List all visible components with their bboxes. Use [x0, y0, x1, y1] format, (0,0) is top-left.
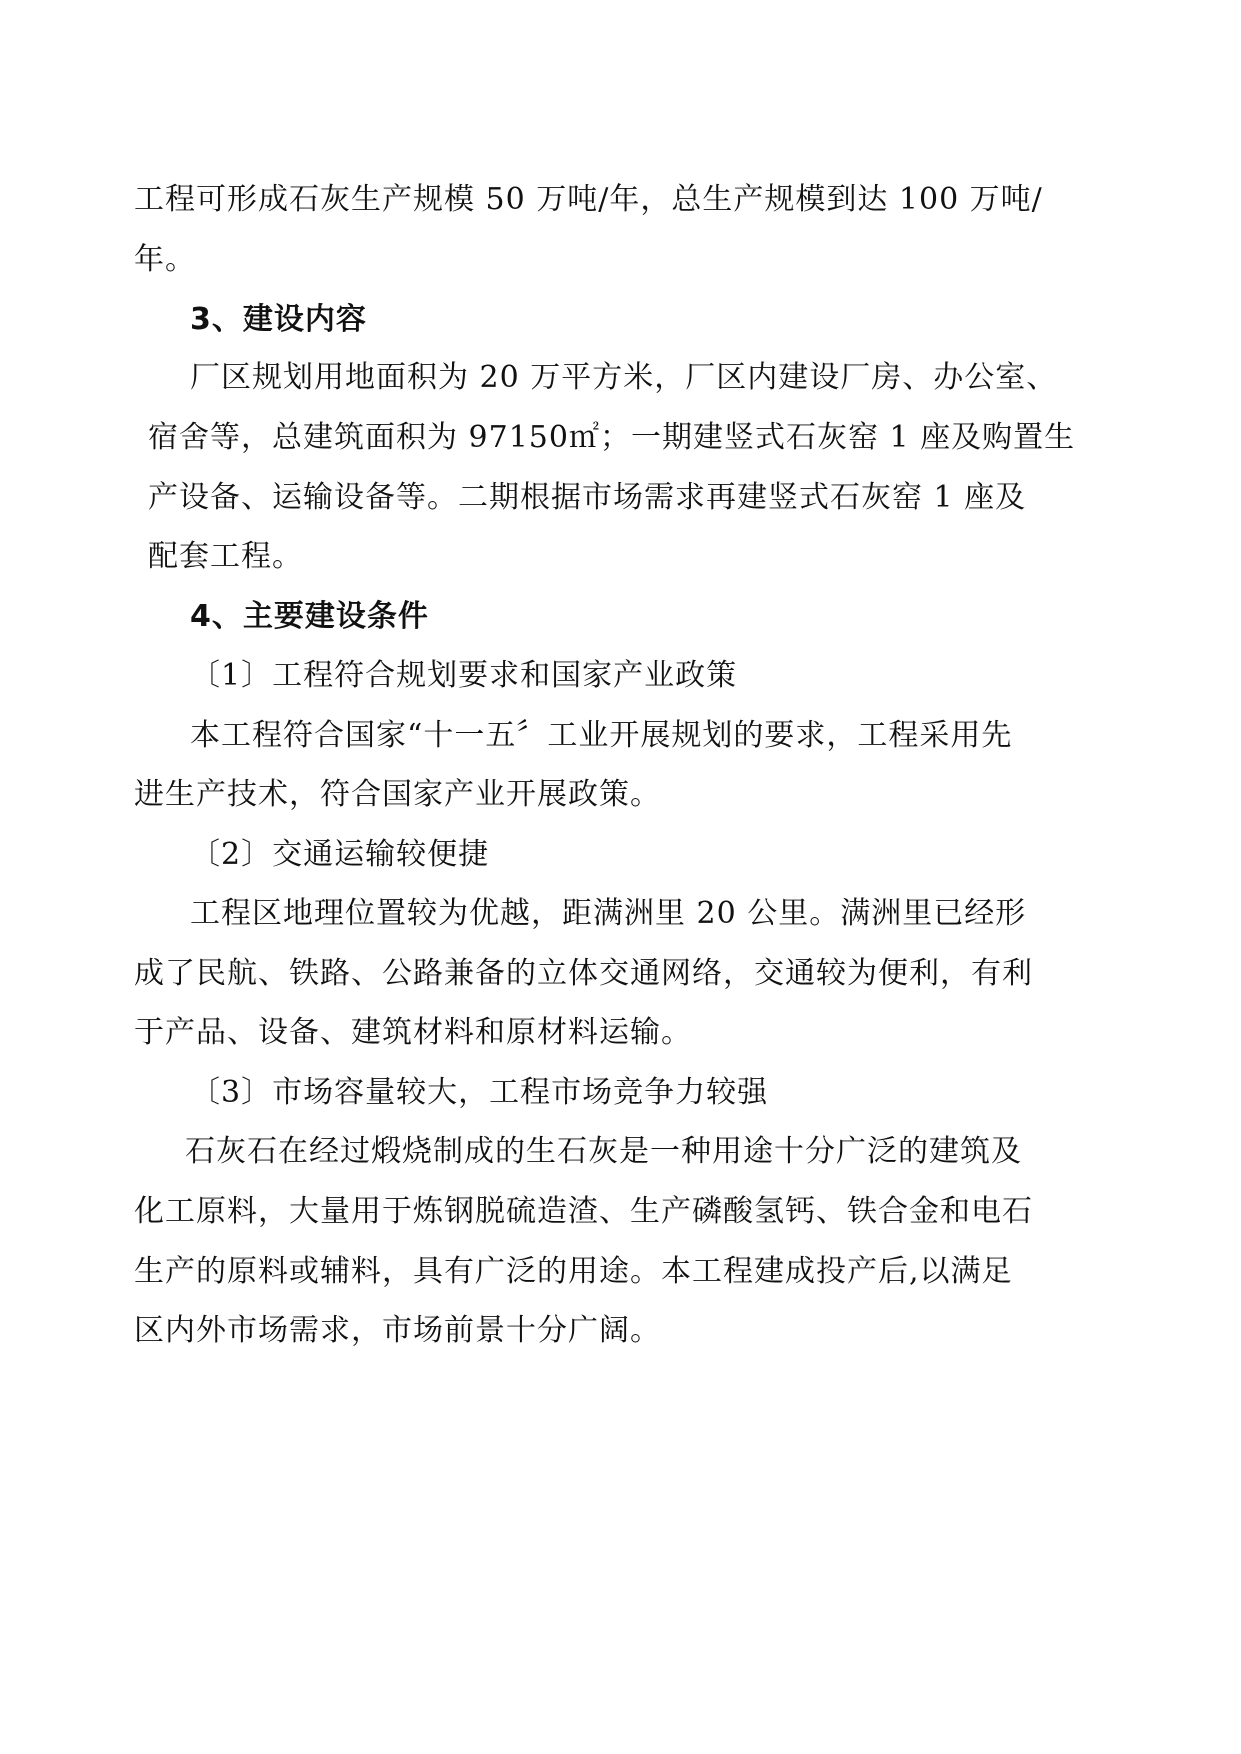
paragraph-line-1: 工程可形成石灰生产规模 50 万吨/年，总生产规模到达 100 万吨/ [134, 182, 1043, 217]
paragraph-line-4: 宿舍等，总建筑面积为 97150㎡；一期建竖式石灰窑 1 座及购置生 [148, 420, 1076, 455]
subheading-1: 〔1〕工程符合规划要求和国家产业政策 [190, 658, 738, 693]
paragraph-line-11: 于产品、设备、建筑材料和原材料运输。 [134, 1015, 692, 1050]
paragraph-line-15: 区内外市场需求，市场前景十分广阔。 [134, 1313, 661, 1348]
paragraph-line-10: 成了民航、铁路、公路兼备的立体交通网络，交通较为便利，有利 [134, 956, 1033, 991]
paragraph-line-5: 产设备、运输设备等。二期根据市场需求再建竖式石灰窑 1 座及 [148, 480, 1027, 515]
subheading-3: 〔3〕市场容量较大，工程市场竞争力较强 [190, 1075, 769, 1110]
paragraph-line-8: 进生产技术，符合国家产业开展政策。 [134, 777, 661, 812]
paragraph-line-14: 生产的原料或辅料，具有广泛的用途。本工程建成投产后,以满足 [134, 1254, 1013, 1289]
paragraph-line-7: 本工程符合国家“十一五〞工业开展规划的要求，工程采用先 [190, 718, 1013, 753]
paragraph-line-12: 石灰石在经过煅烧制成的生石灰是一种用途十分广泛的建筑及 [185, 1134, 1022, 1169]
section-heading-4: 4、主要建设条件 [190, 599, 429, 634]
paragraph-line-3: 厂区规划用地面积为 20 万平方米，厂区内建设厂房、办公室、 [190, 360, 1058, 395]
paragraph-line-9: 工程区地理位置较为优越，距满洲里 20 公里。满洲里已经形 [190, 896, 1027, 931]
paragraph-line-6: 配套工程。 [148, 539, 303, 574]
subheading-2: 〔2〕交通运输较便捷 [190, 837, 490, 872]
paragraph-line-13: 化工原料，大量用于炼钢脱硫造渣、生产磷酸氢钙、铁合金和电石 [134, 1194, 1033, 1229]
section-heading-3: 3、建设内容 [190, 302, 367, 337]
paragraph-line-2: 年。 [134, 242, 196, 277]
